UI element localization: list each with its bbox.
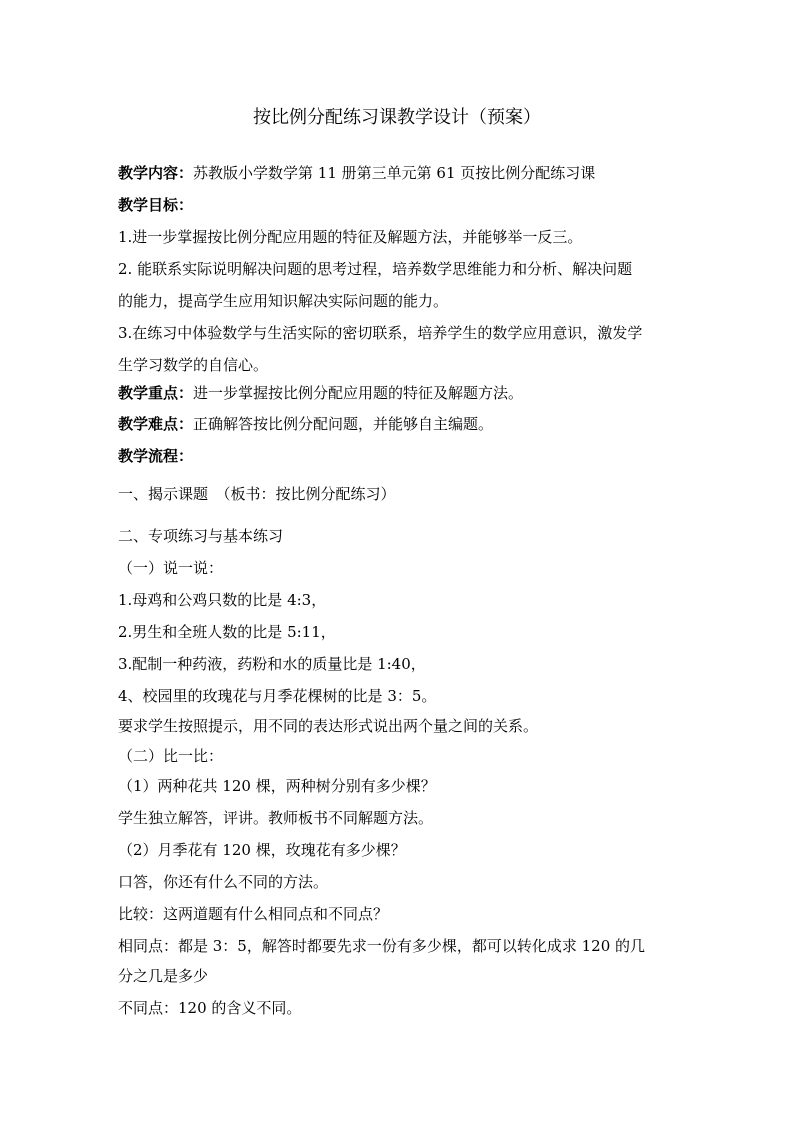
key-point-text: 进一步掌握按比例分配应用题的特征及解题方法。 — [193, 384, 524, 402]
difficulty-label: 教学难点： — [118, 415, 194, 433]
process-line: 分之几是多少 — [118, 967, 209, 985]
process-line: （一）说一说： — [118, 559, 224, 577]
difficulty-line — [118, 414, 493, 434]
document-title: 按比例分配练习课教学设计（预案） — [253, 107, 541, 128]
process-line: 一、揭示课题 （板书：按比例分配练习） — [118, 485, 396, 503]
process-line: 口答，你还有什么不同的方法。 — [118, 873, 329, 891]
process-line: （1）两种花共 120 棵，两种树分别有多少棵？ — [118, 777, 436, 795]
process-line: 1.母鸡和公鸡只数的比是 4:3， — [118, 591, 327, 609]
process-line: 比较：这两道题有什么相同点和不同点？ — [118, 905, 389, 923]
key-point-line — [118, 383, 523, 403]
goal-line: 1.进一步掌握按比例分配应用题的特征及解题方法，并能够举一反三。 — [118, 228, 583, 246]
process-line: 学生独立解答，评讲。教师板书不同解题方法。 — [118, 809, 434, 827]
teaching-content-label: 教学内容： — [118, 164, 194, 182]
process-label: 教学流程： — [118, 447, 194, 465]
goal-line: 2. 能联系实际说明解决问题的思考过程，培养数学思维能力和分析、解决问题 — [118, 260, 633, 278]
process-line: 二、专项练习与基本练习 — [118, 527, 284, 545]
process-line: 2.男生和全班人数的比是 5:11， — [118, 623, 336, 641]
goal-line: 生学习数学的自信心。 — [118, 356, 269, 374]
process-line: 相同点：都是 3：5，解答时都要先求一份有多少棵，都可以转化成求 120 的几 — [118, 937, 646, 955]
goal-line: 3.在练习中体验数学与生活实际的密切联系，培养学生的数学应用意识，激发学 — [118, 324, 643, 342]
process-line: 不同点：120 的含义不同。 — [118, 999, 302, 1017]
key-point-label: 教学重点： — [118, 384, 194, 402]
goal-line: 的能力，提高学生应用知识解决实际问题的能力。 — [118, 292, 449, 310]
difficulty-text: 正确解答按比例分配问题，并能够自主编题。 — [193, 415, 494, 433]
process-line: 4、校园里的玫瑰花与月季花棵树的比是 3：5。 — [118, 687, 437, 705]
teaching-goals-label: 教学目标： — [118, 196, 194, 214]
process-line: （2）月季花有 120 棵，玫瑰花有多少棵？ — [118, 841, 406, 859]
process-line: 3.配制一种药液，药粉和水的质量比是 1:40， — [118, 655, 426, 673]
process-line: 要求学生按照提示，用不同的表达形式说出两个量之间的关系。 — [118, 717, 539, 735]
teaching-content-text: 苏教版小学数学第 11 册第三单元第 61 页按比例分配练习课 — [193, 164, 596, 182]
teaching-content-line — [118, 163, 595, 183]
process-line: （二）比一比： — [118, 747, 224, 765]
